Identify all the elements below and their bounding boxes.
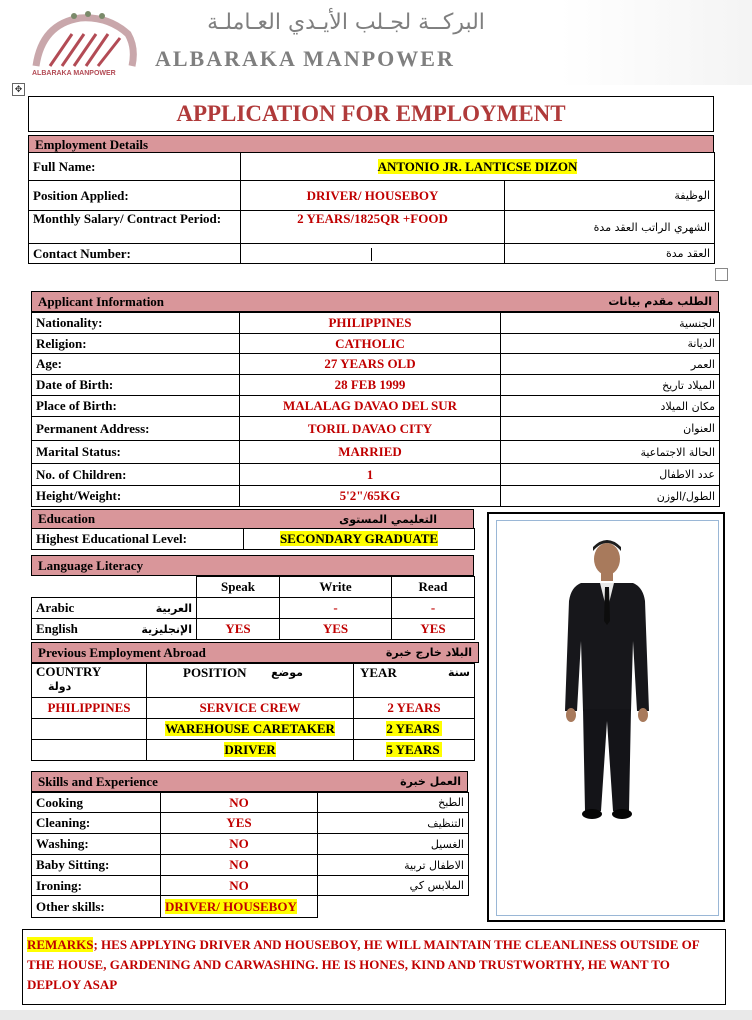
column-header-year: YEAR — [360, 665, 397, 680]
photo-frame — [487, 512, 725, 922]
year-value: 2 YEARS — [354, 698, 475, 719]
table-resize-handle[interactable] — [715, 268, 728, 281]
skill-value: NO — [161, 834, 318, 855]
remarks-label: REMARKS — [27, 937, 94, 952]
arabic-label: العنوان — [501, 417, 720, 441]
position-value: SERVICE CREW — [147, 698, 354, 719]
field-label: Monthly Salary/ Contract Period: — [29, 211, 241, 244]
arabic-label: الوظيفة — [505, 181, 715, 211]
column-header-speak: Speak — [197, 577, 280, 598]
position-value: DRIVER/ HOUSEBOY — [241, 181, 505, 211]
field-label: Nationality: — [32, 313, 240, 334]
position-value: DRIVER — [224, 742, 276, 757]
table-row — [32, 793, 469, 813]
skill-value: NO — [161, 876, 318, 896]
company-name-arabic: البركــة لجـلب الأيـدي العـاملـة — [207, 10, 485, 35]
year-value: 2 YEARS — [386, 721, 440, 736]
write-value: - — [280, 598, 392, 619]
country-value: PHILIPPINES — [32, 698, 147, 719]
table-row — [29, 153, 715, 181]
field-value: 5'2"/65KG — [240, 486, 501, 507]
field-label: Religion: — [32, 334, 240, 354]
read-value: - — [392, 598, 475, 619]
column-header-read: Read — [392, 577, 475, 598]
arabic-label: الطول/الوزن — [501, 486, 720, 507]
text-cursor — [371, 248, 372, 261]
applicant-info-table — [31, 312, 720, 507]
year-value: 5 YEARS — [386, 742, 440, 757]
field-value: 28 FEB 1999 — [240, 375, 501, 396]
language-table — [31, 576, 475, 640]
field-label: Full Name: — [29, 153, 241, 181]
arabic-label: الحالة الاجتماعية — [501, 441, 720, 464]
field-label: Place of Birth: — [32, 396, 240, 417]
skill-value: NO — [161, 793, 318, 813]
skill-label: Baby Sitting: — [32, 855, 161, 876]
arabic-label — [318, 896, 469, 918]
arabic-label: الديانة — [501, 334, 720, 354]
arabic-label: الطبخ — [318, 793, 469, 813]
skills-header: Skills and Experience العمل خبرة — [31, 771, 468, 792]
field-label: Date of Birth: — [32, 375, 240, 396]
arabic-label: الجنسية — [501, 313, 720, 334]
table-row — [32, 577, 475, 598]
table-row — [32, 664, 475, 698]
table-row — [32, 354, 720, 375]
arabic-label: الميلاد تاريخ — [501, 375, 720, 396]
field-value: MALALAG DAVAO DEL SUR — [240, 396, 501, 417]
table-row — [32, 396, 720, 417]
field-value: 1 — [240, 464, 501, 486]
column-header-position: POSITION — [183, 665, 247, 680]
field-value: MARRIED — [240, 441, 501, 464]
remarks-text: ; HES APPLYING DRIVER AND HOUSEBOY, HE WILL MAINTAIN THE CLEANLINESS OUTSIDE OF THE HOUSE, GARDENING AND CARWASHING. HE IS HONES, KIND AND TRUSTWORTHY, HE WANT TO DEPLOY ASAP — [27, 937, 700, 992]
skill-label: Other skills: — [32, 896, 161, 918]
language-label: Arabic — [36, 600, 75, 615]
table-row — [32, 334, 720, 354]
arabic-label: عدد الاطفال — [501, 464, 720, 486]
field-label: Contact Number: — [29, 244, 241, 264]
language-label: English — [36, 621, 78, 636]
page-bottom-edge — [0, 1010, 752, 1020]
skill-value: DRIVER/ HOUSEBOY — [165, 898, 297, 914]
write-value: YES — [280, 619, 392, 640]
employment-details-table — [28, 152, 715, 264]
table-row — [29, 181, 715, 211]
page-title: APPLICATION FOR EMPLOYMENT — [176, 101, 566, 126]
applicant-photo — [496, 520, 719, 916]
applicant-info-header: Applicant Information الطلب مقدم بيانات — [31, 291, 719, 312]
table-row — [32, 486, 720, 507]
skill-value: NO — [161, 855, 318, 876]
speak-value — [197, 598, 280, 619]
employment-details-header: Employment Details — [28, 135, 714, 153]
column-header-write: Write — [280, 577, 392, 598]
table-row — [32, 417, 720, 441]
table-row — [32, 598, 475, 619]
arabic-label: العربية — [155, 601, 192, 615]
table-row — [32, 834, 469, 855]
table-row — [32, 719, 475, 740]
move-handle-icon[interactable]: ✥ — [12, 83, 25, 96]
field-value: TORIL DAVAO CITY — [240, 417, 501, 441]
arabic-label: الاطفال تربية — [318, 855, 469, 876]
field-value: 27 YEARS OLD — [240, 354, 501, 375]
arabic-label: التنظيف — [318, 813, 469, 834]
skill-label: Ironing: — [32, 876, 161, 896]
column-header-country-arabic: دولة — [48, 680, 72, 693]
arabic-label: الملابس كي — [318, 876, 469, 896]
education-value: SECONDARY GRADUATE — [279, 531, 439, 546]
position-value: WAREHOUSE CARETAKER — [165, 721, 335, 736]
field-label: Position Applied: — [29, 181, 241, 211]
arabic-label: الغسيل — [318, 834, 469, 855]
field-value: CATHOLIC — [240, 334, 501, 354]
table-row — [32, 855, 469, 876]
arabic-label: مكان الميلاد — [501, 396, 720, 417]
table-row — [32, 740, 475, 761]
read-value: YES — [392, 619, 475, 640]
table-row — [32, 375, 720, 396]
table-row — [32, 876, 469, 896]
skill-label: Cooking — [32, 793, 161, 813]
speak-value: YES — [197, 619, 280, 640]
education-table — [31, 528, 475, 550]
column-header-year-arabic: سنة — [448, 666, 470, 679]
skill-label: Washing: — [32, 834, 161, 855]
field-label: No. of Children: — [32, 464, 240, 486]
arabic-label: الإنجليزية — [141, 622, 192, 636]
language-header: Language Literacy — [31, 555, 474, 576]
skill-value: YES — [161, 813, 318, 834]
skill-label: Cleaning: — [32, 813, 161, 834]
arabic-label: العقد مدة — [505, 244, 715, 264]
field-label: Age: — [32, 354, 240, 375]
table-row — [32, 313, 720, 334]
title-box — [28, 96, 714, 132]
table-row — [32, 441, 720, 464]
table-row — [32, 529, 475, 550]
letterhead-watermark — [560, 0, 752, 85]
arabic-label: الشهري الراتب العقد مدة — [505, 211, 715, 244]
previous-employment-header: Previous Employment Abroad البلاد خارج خبرة — [31, 642, 479, 663]
country-value — [32, 740, 147, 761]
salary-value: 2 YEARS/1825QR +FOOD — [241, 211, 505, 244]
field-label: Permanent Address: — [32, 417, 240, 441]
previous-employment-table — [31, 663, 475, 761]
table-row — [32, 698, 475, 719]
field-label: Height/Weight: — [32, 486, 240, 507]
column-header-country: COUNTRY — [36, 664, 102, 679]
arabic-label: العمر — [501, 354, 720, 375]
company-name-english: ALBARAKA MANPOWER — [155, 46, 455, 71]
education-header: Education التعليمي المستوى — [31, 509, 474, 529]
remarks-box — [22, 929, 726, 1005]
field-label: Highest Educational Level: — [32, 529, 244, 550]
field-label: Marital Status: — [32, 441, 240, 464]
field-value: PHILIPPINES — [240, 313, 501, 334]
table-row — [32, 813, 469, 834]
table-row — [29, 211, 715, 244]
table-row — [32, 896, 469, 918]
table-row — [32, 619, 475, 640]
table-row — [29, 244, 715, 264]
table-row — [32, 464, 720, 486]
skills-table — [31, 792, 469, 918]
full-name-value: ANTONIO JR. LANTICSE DIZON — [377, 158, 578, 174]
logo-caption: ALBARAKA MANPOWER — [32, 70, 116, 77]
country-value — [32, 719, 147, 740]
column-header-position-arabic: موضع — [271, 666, 303, 679]
